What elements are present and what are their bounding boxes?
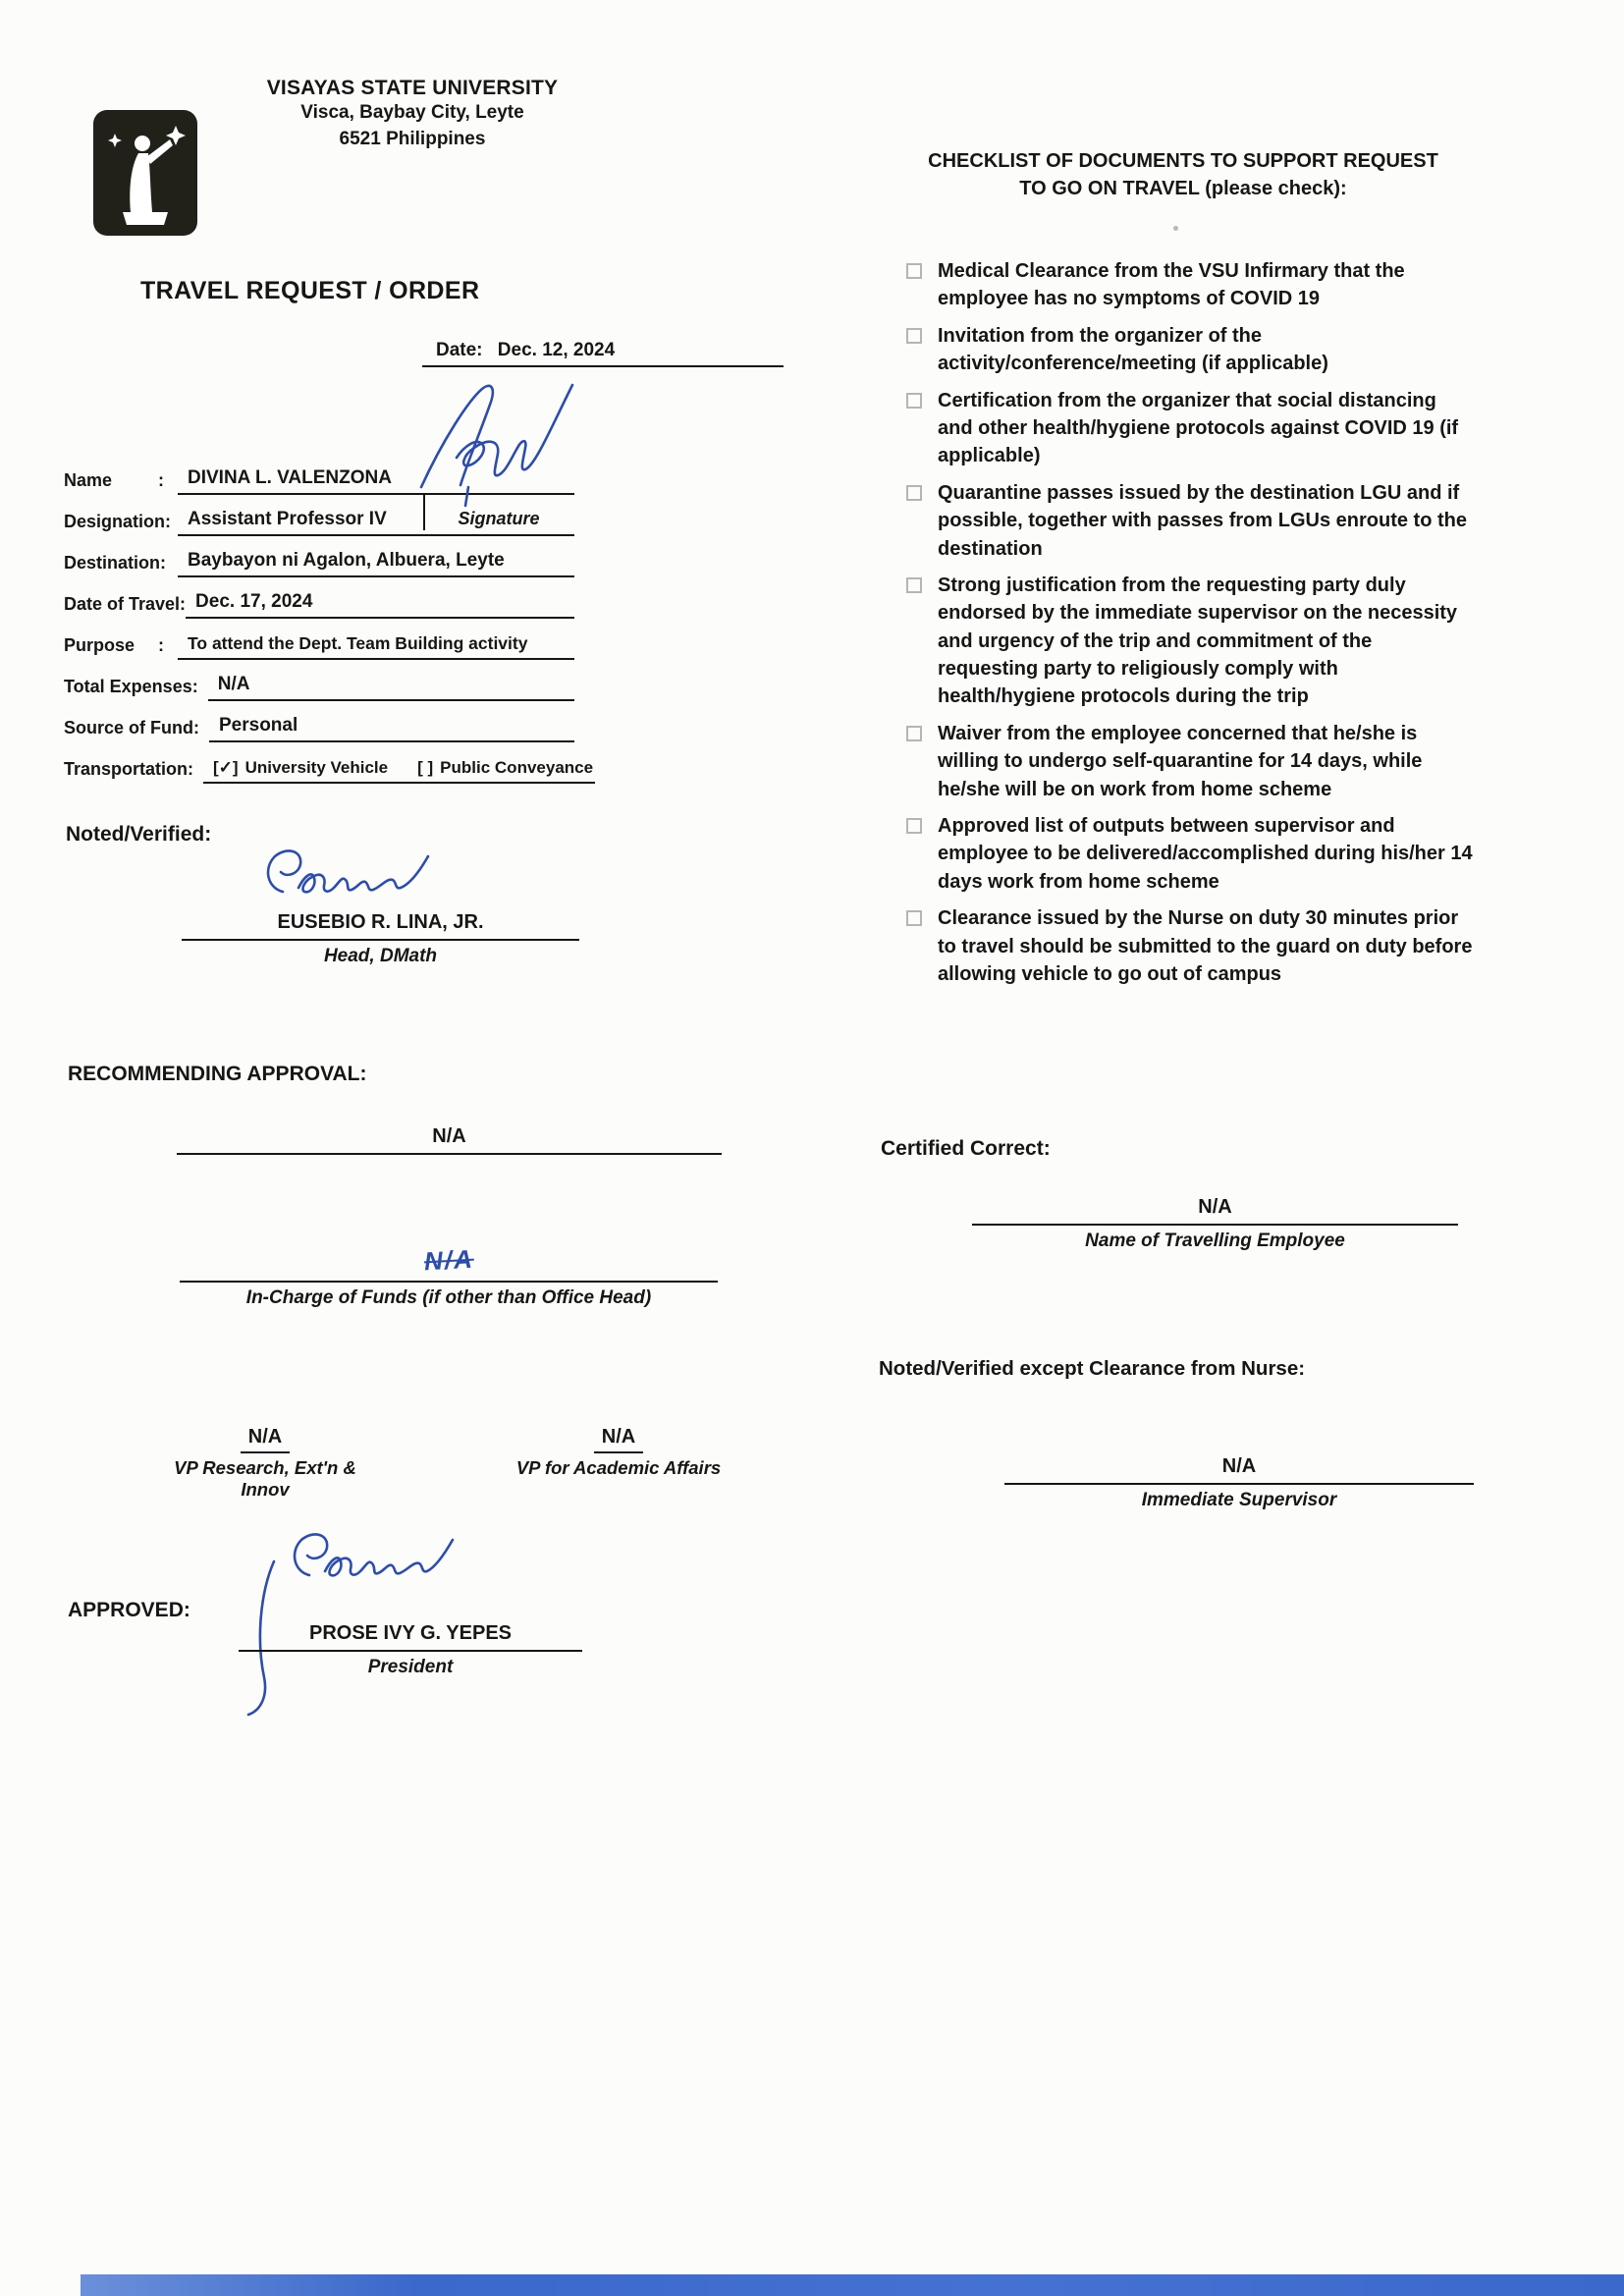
checklist-title-line2: TO GO ON TRAVEL (please check):: [1019, 178, 1347, 199]
field-label-wrap: [64, 635, 178, 660]
checklist-title-line1: CHECKLIST OF DOCUMENTS TO SUPPORT REQUEST: [928, 150, 1438, 172]
field-label-wrap: [64, 759, 203, 784]
vp-research-value: N/A: [241, 1426, 290, 1453]
vp-academic-value: N/A: [594, 1426, 643, 1453]
checkbox-quarantine-passes[interactable]: [906, 485, 922, 501]
field-value-destination: Baybayon ni Agalon, Albuera, Leyte: [178, 550, 574, 577]
field-label: Transportation:: [64, 759, 194, 779]
form-row-date-of-travel: [64, 577, 574, 619]
checklist-title: [879, 147, 1488, 202]
vp-academic-title: VP for Academic Affairs: [515, 1457, 722, 1478]
field-colon: :: [160, 553, 167, 573]
checklist-item-text: Quarantine passes issued by the destination LGU and if possible, together with passes from LGUs enroute to the destination: [938, 481, 1467, 560]
certified-correct-value: N/A: [972, 1196, 1458, 1226]
checklist-item-text: Waiver from the employee concerned that he/she is willing to undergo self-quarantine for 14 days, while he/she will be on work from home scheme: [938, 722, 1423, 800]
certified-correct-label: Certified Correct:: [881, 1137, 1051, 1160]
date-field: [422, 340, 784, 367]
checklist-item: [906, 904, 1488, 988]
form-column: [64, 0, 795, 2296]
approved-signatory-block: [239, 1622, 582, 1678]
checklist-item: [906, 322, 1488, 378]
form-row-designation: [64, 495, 574, 536]
vp-research-block: [157, 1426, 373, 1501]
checkbox-waiver[interactable]: [906, 726, 922, 741]
university-address-line2: 6521 Philippines: [339, 128, 486, 149]
field-colon: :: [165, 512, 172, 531]
university-vehicle-checkbox[interactable]: [✓]: [213, 758, 239, 777]
field-value-name: DIVINA L. VALENZONA: [178, 467, 574, 495]
vp-academic-block: [506, 1426, 731, 1479]
field-value-transportation: [203, 758, 595, 784]
field-label: Date of Travel: [64, 594, 181, 614]
field-value-date-of-travel: Dec. 17, 2024: [186, 591, 574, 619]
approved-signatory-name: PROSE IVY G. YEPES: [239, 1622, 582, 1652]
checklist-item: [906, 812, 1488, 896]
document-title: TRAVEL REQUEST / ORDER: [140, 277, 480, 304]
university-header: [201, 77, 623, 152]
immediate-supervisor-title: Immediate Supervisor: [1141, 1490, 1337, 1510]
vp-research-title: VP Research, Ext'n & Innov: [174, 1457, 356, 1500]
checkbox-medical-clearance[interactable]: [906, 263, 922, 279]
field-label: Name: [64, 470, 113, 490]
checklist-column: [879, 0, 1507, 2296]
form-row-name: [64, 454, 574, 495]
field-label-wrap: [64, 470, 178, 495]
checklist-items: [906, 257, 1488, 997]
recommending-approval-value: N/A: [177, 1125, 722, 1155]
field-label-wrap: [64, 512, 178, 536]
checklist-item-text: Certification from the organizer that social distancing and other health/hygiene protocols against COVID 19 (if applicable): [938, 389, 1459, 467]
public-conveyance-checkbox[interactable]: [ ]: [417, 758, 434, 777]
noted-signatory-block: [182, 911, 579, 967]
checkbox-approved-outputs[interactable]: [906, 818, 922, 834]
checklist-item: [906, 572, 1488, 711]
form-row-transportation: [64, 742, 594, 784]
field-value-purpose: To attend the Dept. Team Building activity: [178, 633, 574, 660]
funds-incharge-block: [180, 1245, 718, 1309]
noted-signatory-title: Head, DMath: [323, 946, 438, 966]
field-label-wrap: [64, 594, 186, 619]
checkbox-certification[interactable]: [906, 393, 922, 409]
noted-except-nurse-label: Noted/Verified except Clearance from Nurse:: [879, 1357, 1306, 1380]
field-colon: :: [158, 470, 164, 490]
designation-value: Assistant Professor IV: [188, 509, 387, 529]
university-address-line1: Visca, Baybay City, Leyte: [300, 102, 524, 123]
noted-verified-label: Noted/Verified:: [66, 823, 212, 846]
field-label-wrap: [64, 677, 208, 701]
date-label: Date:: [436, 340, 483, 360]
checklist-item: [906, 479, 1488, 563]
recommending-approval-block: [177, 1125, 722, 1155]
head-signature-ink: [255, 843, 442, 913]
date-value: Dec. 12, 2024: [497, 340, 616, 360]
scan-artifact-dot: [1173, 226, 1178, 231]
university-vehicle-label: University Vehicle: [244, 758, 389, 777]
checklist-item-text: Strong justification from the requesting party duly endorsed by the immediate supervisor on the necessity and urgency of the trip and commitment of the requesting party to religiously comply with health/hygiene protocols during the trip: [938, 574, 1458, 708]
form-fields: [64, 454, 594, 784]
funds-incharge-value: [180, 1245, 718, 1283]
field-colon: :: [158, 635, 164, 655]
immediate-supervisor-block: [1004, 1455, 1474, 1511]
noted-signatory-name: EUSEBIO R. LINA, JR.: [182, 911, 579, 941]
immediate-supervisor-value: N/A: [1004, 1455, 1474, 1485]
handwritten-na-ink: N/A: [422, 1243, 475, 1277]
field-label: Destination: [64, 553, 161, 573]
field-label: Designation: [64, 512, 166, 531]
checklist-item: [906, 387, 1488, 470]
field-label: Purpose: [64, 635, 135, 655]
checkbox-nurse-clearance[interactable]: [906, 910, 922, 926]
checkbox-strong-justification[interactable]: [906, 577, 922, 593]
field-value-source-of-fund: Personal: [209, 715, 574, 742]
field-label: Source of Fund:: [64, 718, 199, 738]
checklist-item-text: Clearance issued by the Nurse on duty 30 minutes prior to travel should be submitted to the guard on duty before allowing vehicle to go out of campus: [938, 907, 1473, 985]
form-row-source-of-fund: [64, 701, 574, 742]
checklist-item-text: Medical Clearance from the VSU Infirmary that the employee has no symptoms of COVID 19: [938, 260, 1405, 310]
signature-caption: Signature: [458, 509, 540, 528]
field-label: Total Expenses:: [64, 677, 198, 696]
field-label-wrap: [64, 718, 209, 742]
university-name: VISAYAS STATE UNIVERSITY: [266, 77, 559, 99]
field-label-wrap: [64, 553, 178, 577]
checklist-item: [906, 720, 1488, 803]
public-conveyance-label: Public Conveyance: [440, 758, 594, 777]
checkbox-invitation[interactable]: [906, 328, 922, 344]
field-value-total-expenses: N/A: [208, 674, 574, 701]
checklist-item-text: Approved list of outputs between supervisor and employee to be delivered/accomplished during his/her 14 days work from home scheme: [938, 815, 1473, 893]
field-colon: :: [180, 594, 187, 614]
checklist-item: [906, 257, 1488, 313]
university-logo: [93, 110, 197, 236]
form-row-destination: [64, 536, 574, 577]
field-value-designation: [178, 495, 574, 536]
funds-incharge-title: In-Charge of Funds (if other than Office Head): [245, 1287, 652, 1308]
form-row-total-expenses: [64, 660, 574, 701]
approved-label: APPROVED:: [68, 1599, 190, 1621]
certified-correct-block: [972, 1196, 1458, 1252]
checklist-item-text: Invitation from the organizer of the activity/conference/meeting (if applicable): [938, 324, 1328, 375]
recommending-approval-label: RECOMMENDING APPROVAL:: [68, 1063, 367, 1085]
scan-footer-blue-strip: [81, 2274, 1624, 2296]
form-row-purpose: [64, 619, 574, 660]
approved-signatory-title: President: [367, 1657, 454, 1677]
certified-correct-title: Name of Travelling Employee: [1085, 1230, 1345, 1251]
